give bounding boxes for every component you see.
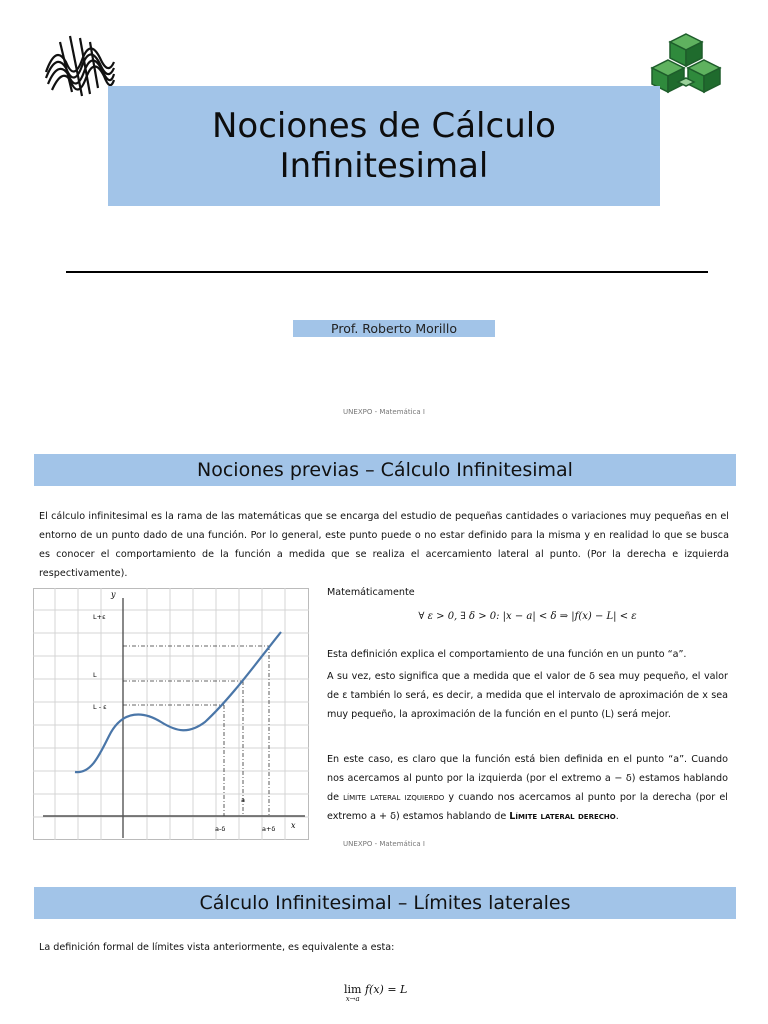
lateral-text-end: . [615, 811, 619, 822]
page-title: Nociones de Cálculo Infinitesimal [212, 106, 556, 186]
limit-graph [33, 588, 309, 840]
right-limit-term: Límite lateral derecho [509, 811, 616, 822]
section-heading-text: Nociones previas – Cálculo Infinitesimal [197, 459, 573, 481]
math-label: Matemáticamente [327, 587, 415, 598]
graph-x-label: x [291, 821, 296, 830]
lateral-text-1: En este caso, es claro que la función está bien definida en el punto “a”. Cuando nos acercamos al punto por la izquierda (por el extremo a − δ) estamos hablando de [327, 754, 728, 803]
lim-expression: f(x) = L [364, 983, 408, 996]
author-label: Prof. Roberto Morillo [293, 320, 495, 337]
footer-slide-2: UNEXPO - Matemática I [343, 840, 425, 848]
section-heading-text-2: Cálculo Infinitesimal – Límites laterales [199, 892, 571, 914]
section-heading-limites [34, 887, 736, 919]
tick-a-minus-delta: a-δ [215, 825, 226, 833]
formal-definition-text: La definición formal de límites vista anteriormente, es equivalente a esta: [39, 942, 395, 953]
lim-subscript: x→a [345, 995, 360, 1003]
lateral-limits-paragraph [327, 750, 728, 826]
lateral-text-2: y cuando nos acercamos al punto por la derecha (por el extremo a + δ) estamos hablando de [327, 792, 728, 822]
epsilon-delta-formula: ∀ ε > 0, ∃ δ > 0: |x − a| < δ ⇒ |f(x) − L| < ε [418, 611, 637, 622]
tick-L-plus-epsilon: L+ε [93, 613, 106, 621]
graph-y-label: y [111, 590, 116, 599]
epsilon-delta-paragraph: A su vez, esto significa que a medida que el valor de δ sea muy pequeño, el valor de ε también lo será, es decir, a medida que el intervalo de aproximación de x sea muy pequeño, la aproximación de la función en el punto (L) será mejor. [327, 671, 728, 720]
definition-paragraph: Esta definición explica el comportamiento de una función en un punto “a”. [327, 649, 687, 660]
left-limit-term: límite lateral izquierdo [343, 792, 445, 803]
title-divider [66, 271, 708, 273]
limit-formula [344, 983, 424, 1009]
lim-word: lim [344, 983, 362, 996]
tick-a-plus-delta: a+δ [262, 825, 276, 833]
intro-paragraph: El cálculo infinitesimal es la rama de las matemáticas que se encarga del estudio de pequeñas cantidades o variaciones muy pequeñas en el entorno de un punto dado de una función. Por lo general, este punto puede o no estar definido para la misma y en realidad lo que se busca es conocer el comportamiento de la función a medida que se realiza el acercamiento lateral al punto. (Por la derecha e izquierda respectivamente). [39, 511, 729, 579]
tick-L: L [93, 671, 97, 679]
tick-a: a [241, 796, 245, 804]
title-box [108, 86, 660, 206]
unexpo-wave-logo [42, 32, 118, 106]
footer-slide-1: UNEXPO - Matemática I [343, 408, 425, 416]
section-heading-nociones [34, 454, 736, 486]
tick-L-minus-epsilon: L - ε [93, 703, 107, 711]
